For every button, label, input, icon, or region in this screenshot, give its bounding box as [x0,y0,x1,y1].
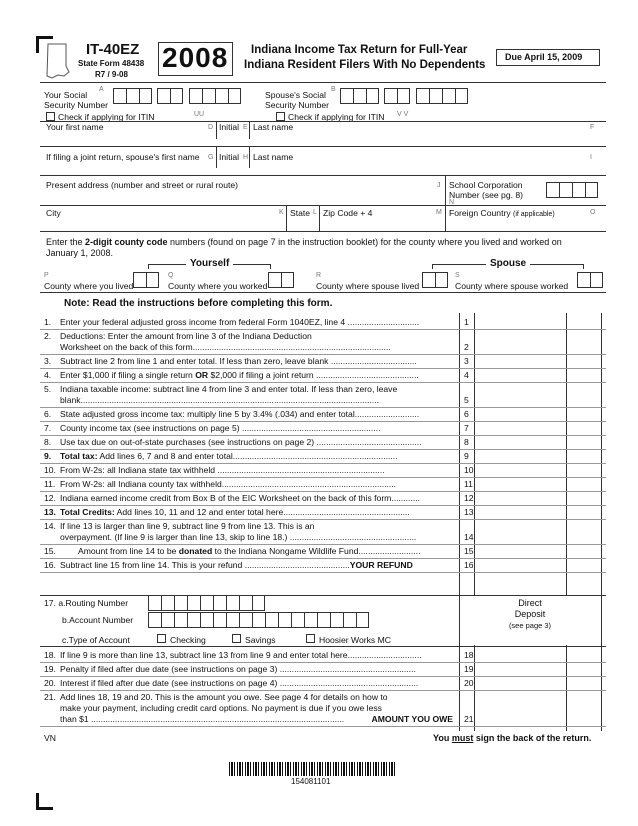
line-number: 19. [44,664,56,674]
rule-row4 [40,205,606,206]
line-21-amount-input[interactable] [476,712,600,724]
line-text: County income tax (see instructions on page 5) .......................................................... [60,423,381,433]
direct-deposit-title-2: Deposit [514,609,546,619]
line-box-number: 11 [464,479,473,489]
sign-notice: You must sign the back of the return. [433,733,592,743]
code-k: K [279,209,284,216]
line-18-amount-input[interactable] [476,648,600,660]
amount-column-divider [474,313,475,731]
code-q: Q [168,272,174,279]
line-text-cont: overpayment. (If line 9 is larger than line 13, skip to line 18.) ..................................................... [60,532,417,542]
line-box-number: 6 [464,409,469,419]
account-label: b.Account Number [62,615,134,625]
header-rule [40,82,606,83]
line-box-number: 19 [464,664,474,674]
yourself-bracket-right [233,264,270,265]
line-box-number: 16 [464,560,474,570]
barcode-number: 154081101 [291,777,331,786]
county-instructions: Enter the 2-digit county code numbers (found on page 7 in the instruction booklet) for the county where you lived and worked on [46,237,562,247]
line-text: Enter your federal adjusted gross income from federal Form 1040EZ, line 4 .............................. [60,317,420,327]
school-corp-input[interactable] [546,182,598,198]
line-text: Deductions: Enter the amount from line 3 of the Indiana Deduction [60,331,312,341]
line-box-number: 7 [464,423,469,433]
rule-name-top [40,121,606,122]
corner-mark-bottom-left [36,793,53,810]
spouse-itin-checkbox[interactable] [276,112,285,121]
line-rule [40,690,606,691]
state-label: State [290,208,311,218]
line-14-amount-input[interactable] [476,530,600,542]
line-number: 13. [44,507,56,517]
direct-deposit-title-1: Direct [518,598,542,608]
line-6-amount-input[interactable] [476,407,600,419]
savings-checkbox[interactable] [232,634,241,643]
foreign-divider [445,205,446,231]
code-d: D [208,124,214,131]
line-rule [40,329,606,330]
line-text: Subtract line 2 from line 1 and enter total. If less than zero, leave blank .................................... [60,356,417,366]
code-i: I [590,154,592,161]
spouse-ssn-input-2[interactable] [384,88,410,104]
spouse-tick-left [432,264,433,269]
line-box-number: 8 [464,437,469,447]
rule-row3 [40,175,606,176]
spouse-bracket-right [530,264,583,265]
line-20-amount-input[interactable] [476,676,600,688]
line-box-number: 10 [464,465,474,475]
amount-column-right [601,313,602,731]
initial-label: Initial [219,122,240,132]
line-rule [40,519,606,520]
line-box-number: 18 [464,650,474,660]
code-e: E [243,124,248,131]
due-date: Due April 15, 2009 [505,52,583,62]
spouse-county-worked-input[interactable] [577,272,603,288]
line-number: 18. [44,650,56,660]
your-ssn-input[interactable] [113,88,152,104]
county-lived-label: County where you lived [44,281,134,291]
school-corp-label-1: School Corporation [449,180,523,190]
spouse-first-name-label: If filing a joint return, spouse's first name [46,152,200,162]
code-uu: UU [194,111,205,118]
title-line-2: Indiana Resident Filers With No Dependents [244,59,486,71]
county-worked-input[interactable] [268,272,294,288]
spouse-heading: Spouse [490,258,527,269]
vn-label: VN [44,733,56,743]
your-ssn-label-1: Your Social [44,90,88,100]
line-text: From W-2s: all Indiana county tax withheld......................................................................... [60,479,397,489]
direct-deposit-see: (see page 3) [508,621,552,630]
school-divider [445,175,446,205]
line-number: 12. [44,493,56,503]
first-name-label: Your first name [46,122,104,132]
code-r: R [316,272,322,279]
line-number: 2. [44,331,52,341]
line-15-amount-input[interactable] [476,544,600,556]
routing-label: 17. a.Routing Number [44,598,129,608]
code-a: A [99,86,104,93]
county-instructions-2: January 1, 2008. [46,248,114,258]
line-text: Subtract line 15 from line 14. This is your refund ............................................YOUR REFUND [60,560,413,570]
foreign-country-label: Foreign Country (if applicable) [449,208,555,218]
spouse-last-divider [249,146,250,168]
line-rule [40,726,606,727]
yourself-heading: Yourself [190,258,230,269]
title-line-1: Indiana Income Tax Return for Full-Year [251,44,468,56]
line-text: State adjusted gross income tax: multiply line 5 by 3.4% (.034) and enter total........................... [60,409,420,419]
line-rule [40,382,606,383]
line-box-number: 21 [464,714,474,724]
line-9-amount-input[interactable] [476,449,600,461]
checking-label: Checking [170,635,206,645]
code-o: O [590,209,596,216]
line-text-cont: blank............................................................................................................................. [60,395,379,405]
indiana-map-icon [44,42,72,85]
line-5-amount-input[interactable] [476,393,600,405]
spouse-county-lived-input[interactable] [422,272,448,288]
form-revision: R7 / 9-08 [95,70,128,79]
line-12-amount-input[interactable] [476,491,600,503]
instructions-note: Note: Read the instructions before completing this form. [64,298,333,309]
line-number: 15. [44,546,56,556]
state-form-number: State Form 48438 [78,59,145,68]
zip-divider [319,205,320,231]
line-box-number: 20 [464,678,474,688]
spouse-ssn-input-3[interactable] [416,88,468,104]
zip-label: Zip Code + 4 [323,208,373,218]
last-name-label: Last name [253,122,294,132]
spouse-itin-label: Check if applying for ITIN [288,112,385,122]
code-p: P [44,272,49,279]
spouse-last-name-label: Last name [253,152,294,162]
line-text-cont-2: than $1 .......................................................................................................... AMOUNT YOU OWE [60,714,453,724]
line-text: If line 13 is larger than line 9, subtract line 9 from line 13. This is an [60,521,315,531]
your-itin-label: Check if applying for ITIN [58,112,155,122]
code-vv: V V [397,111,409,118]
line-box-number: 15 [464,546,474,556]
foreign-note: (if applicable) [513,211,555,218]
line-text: Enter $1,000 if filing a single return OR $2,000 if filing a joint return ........................................... [60,370,419,380]
code-j: J [437,182,441,189]
state-divider [286,205,287,231]
amount-column-left [459,313,460,731]
hoosier-works-checkbox[interactable] [306,634,315,643]
line-box-number: 13 [464,507,474,517]
account-type-label: c.Type of Account [62,635,130,645]
line-text: Amount from line 14 to be donated to the Indiana Nongame Wildlife Fund.......................... [78,546,421,556]
spouse-ssn-input[interactable] [340,88,379,104]
spouse-initial-divider [216,146,217,168]
line-number: 10. [44,465,56,475]
line-8-amount-input[interactable] [476,435,600,447]
account-number-input[interactable] [148,612,369,628]
your-itin-checkbox[interactable] [46,112,55,121]
address-label: Present address (number and street or rural route) [46,180,239,190]
code-s: S [455,272,460,279]
yourself-tick-left [148,264,149,269]
last-name-divider [249,121,250,139]
line-number: 9. [44,451,52,461]
line-box-number: 5 [464,395,469,405]
initial-divider [216,121,217,139]
code-h: H [243,154,249,161]
line-number: 5. [44,384,52,394]
county-lived-input[interactable] [133,272,159,288]
line-number: 3. [44,356,52,366]
barcode [229,762,397,776]
line-11-amount-input[interactable] [476,477,600,489]
your-ssn-input-2[interactable] [157,88,183,104]
direct-deposit-title [475,598,585,631]
routing-number-input[interactable] [148,595,265,611]
rule-county-bottom [40,292,606,293]
spouse-bracket-left [432,264,486,265]
spouse-ssn-label-1: Spouse's Social [265,90,326,100]
checking-checkbox[interactable] [157,634,166,643]
code-n: N [449,199,455,206]
line-number: 11. [44,479,56,489]
rule-dd-bottom [40,646,606,647]
line-box-number: 14 [464,532,474,542]
line-19-amount-input[interactable] [476,662,600,674]
line-number: 8. [44,437,52,447]
line-3-amount-input[interactable] [476,354,600,366]
school-corp-label-2: Number (see pg. 8) [449,190,524,200]
line-number: 4. [44,370,52,380]
yourself-bracket-left [148,264,186,265]
first-name-input[interactable] [42,132,214,139]
form-id: IT-40EZ [86,41,140,58]
spouse-ssn-label-2: Security Number [265,100,329,110]
line-box-number: 1 [464,317,469,327]
code-b: B [331,86,336,93]
line-number: 16. [44,560,56,570]
line-number: 7. [44,423,52,433]
code-l: L [313,209,317,216]
code-m: M [436,209,442,216]
tax-year: 2008 [162,42,229,73]
rule-row5 [40,231,606,232]
yourself-tick-right [270,264,271,269]
line-text: If line 9 is more than line 13, subtract line 13 from line 9 and enter total here............................... [60,650,422,660]
line-text: Interest if filed after due date (see instructions on page 4) .......................................................... [60,678,419,688]
line-2-amount-input[interactable] [476,340,600,352]
spouse-county-lived-label: County where spouse lived [316,281,420,291]
line-text-cont: make your payment, including credit card options. No payment is due if you owe less [60,703,382,713]
your-ssn-input-3[interactable] [189,88,241,104]
line-box-number: 2 [464,342,469,352]
hoosier-works-label: Hoosier Works MC [319,635,391,645]
city-label: City [46,208,61,218]
line-rule [40,572,606,573]
line-text: Use tax due on out-of-state purchases (see instructions on page 2) ............................................ [60,437,422,447]
line-10-amount-input[interactable] [476,463,600,475]
line-text: Penalty if filed after due date (see instructions on page 3) ......................................................... [60,664,416,674]
code-g: G [208,154,214,161]
rule-row2 [40,146,606,147]
savings-label: Savings [245,635,276,645]
line-13-amount-input[interactable] [476,505,600,517]
spouse-tick-right [583,264,584,269]
line-text-cont: Worksheet on the back of this form................................................................................... [60,342,391,352]
line-text: Total tax: Add lines 6, 7 and 8 and enter total..................................................................... [60,451,398,461]
your-ssn-label-2: Security Number [44,100,108,110]
line-text: Indiana earned income credit from Box B of the EIC Worksheet on the back of this form............ [60,493,420,503]
county-worked-label: County where you worked [168,281,268,291]
line-text: Indiana taxable income: subtract line 4 from line 3 and enter total. If less than zero, leave [60,384,398,394]
spouse-initial-label: Initial [219,152,240,162]
line-box-number: 3 [464,356,469,366]
line-number: 20. [44,678,56,688]
line-text: From W-2s: all Indiana state tax withheld ...................................................................... [60,465,385,475]
line-text: Total Credits: Add lines 10, 11 and 12 and enter total here..................................................... [60,507,410,517]
line-number: 21. [44,692,56,702]
line-number: 6. [44,409,52,419]
line-4-amount-input[interactable] [476,368,600,380]
line-1-amount-input[interactable] [476,315,600,327]
code-f: F [590,124,595,131]
line-text: Add lines 18, 19 and 20. This is the amount you owe. See page 4 for details on how to [60,692,388,702]
line-number: 14. [44,521,56,531]
line-box-number: 9 [464,451,469,461]
line-16-amount-input[interactable] [476,558,600,570]
line-box-number: 12 [464,493,474,503]
line-box-number: 4 [464,370,469,380]
spouse-county-worked-label: County where spouse worked [455,281,569,291]
line-7-amount-input[interactable] [476,421,600,433]
line-number: 1. [44,317,52,327]
